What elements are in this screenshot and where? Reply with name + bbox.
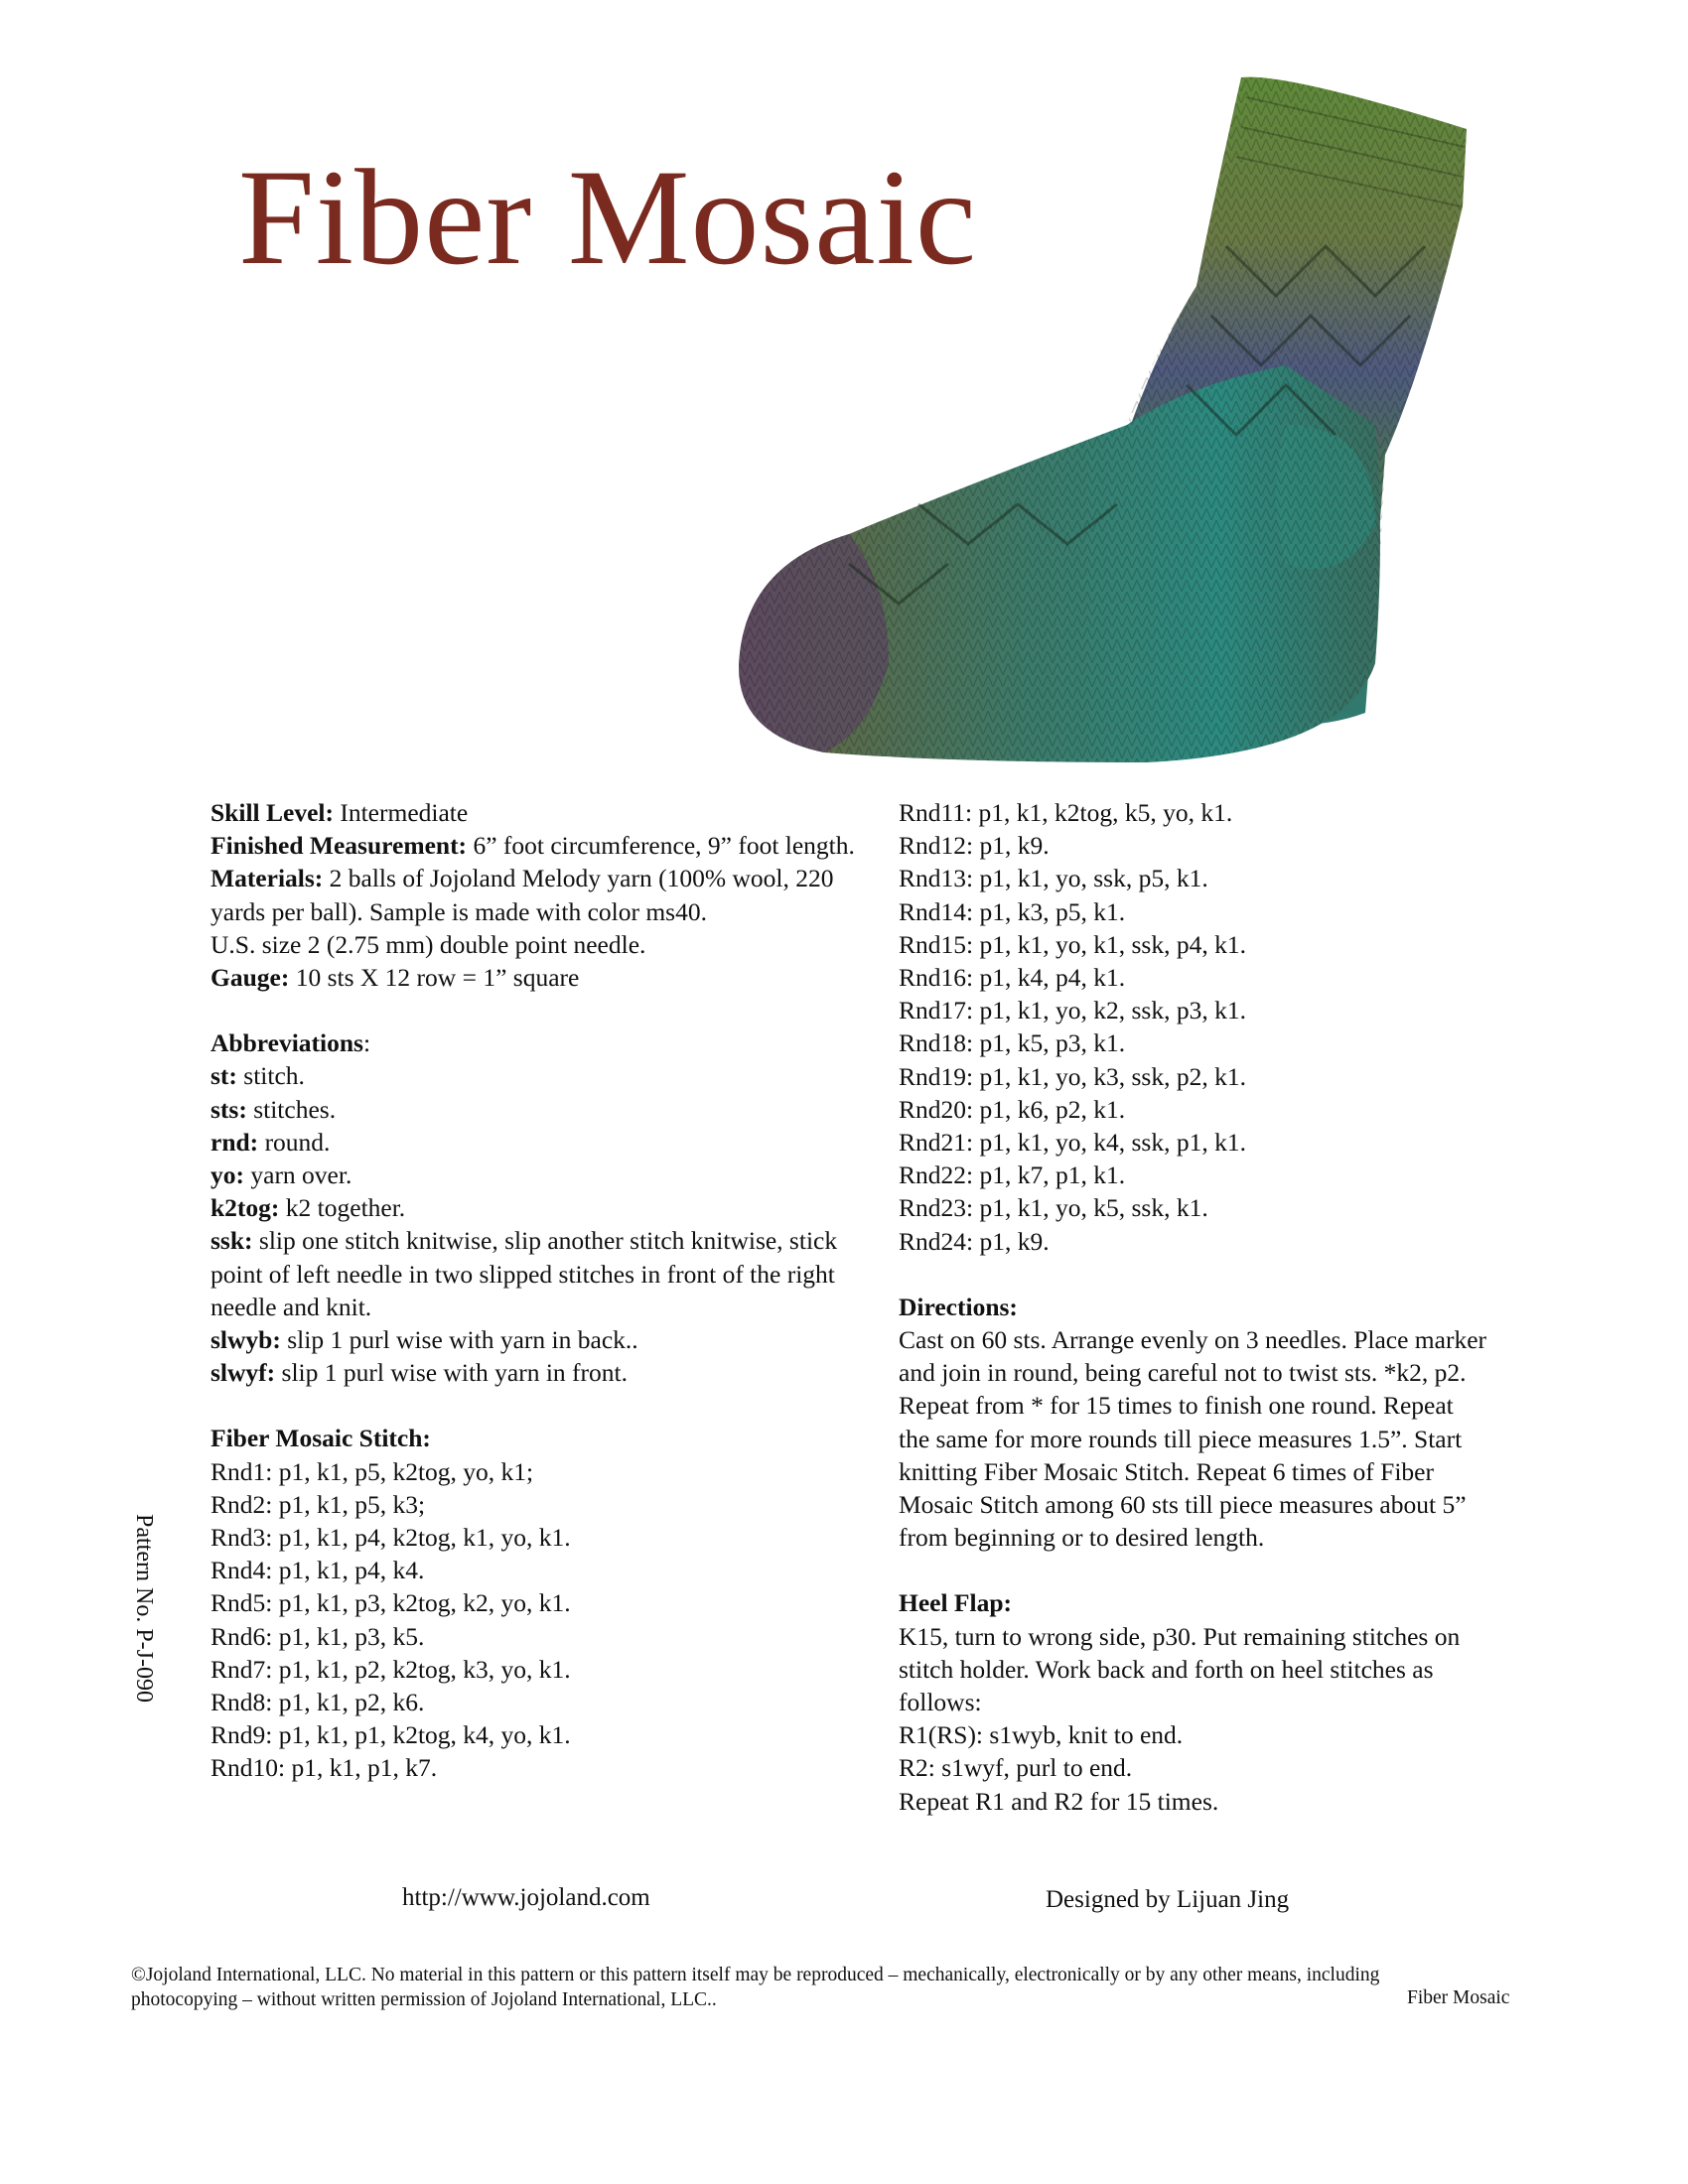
- finished-label: Finished Measurement:: [211, 831, 468, 861]
- abbreviation-item: [211, 1323, 856, 1356]
- stitch-round: Rnd24: p1, k9.: [899, 1226, 1050, 1256]
- abbreviation-definition: stitch.: [236, 1061, 305, 1091]
- stitch-round: Rnd6: p1, k1, p3, k5.: [211, 1621, 425, 1651]
- page-title: Fiber Mosaic: [238, 141, 978, 293]
- stitch-round: Rnd11: p1, k1, k2tog, k5, yo, k1.: [899, 798, 1233, 827]
- stitch-round: Rnd19: p1, k1, yo, k3, ssk, p2, k1.: [899, 1061, 1246, 1091]
- heel-line: stitch holder. Work back and forth on heel stitches as: [899, 1654, 1434, 1684]
- designer-credit: Designed by Lijuan Jing: [1046, 1886, 1290, 1913]
- abbreviation-definition: yarn over.: [244, 1160, 352, 1190]
- stitch-rounds-right: [899, 796, 1584, 1258]
- abbreviation-definition: round.: [258, 1127, 331, 1157]
- directions-line: and join in round, being careful not to twist sts. *k2, p2.: [899, 1358, 1467, 1388]
- abbreviation-term: slwyf:: [211, 1358, 276, 1388]
- abbreviation-definition: k2 together.: [279, 1193, 406, 1223]
- finished-measurement: [211, 829, 856, 862]
- copyright-line: photocopying – without written permission of Jojoland International, LLC..: [131, 1989, 717, 2010]
- stitch-round: Rnd16: p1, k4, p4, k1.: [899, 963, 1126, 993]
- heel-line: Repeat R1 and R2 for 15 times.: [899, 1786, 1219, 1816]
- copyright-notice: [131, 1963, 1571, 2012]
- stitch-rounds-left: [211, 1455, 856, 1785]
- gauge-label: Gauge:: [211, 963, 290, 993]
- abbreviation-definition: slip one stitch knitwise, slip another stitch knitwise, stick point of left needle in two slipped stitches in front of the right needle and knit.: [211, 1226, 838, 1321]
- stitch-round: Rnd8: p1, k1, p2, k6.: [211, 1688, 425, 1717]
- directions-line: knitting Fiber Mosaic Stitch. Repeat 6 times of Fiber: [899, 1456, 1434, 1486]
- left-column: [211, 796, 856, 1785]
- skill-level: [211, 796, 856, 829]
- directions-text: [899, 1323, 1584, 1554]
- heel-heading-text: Heel Flap:: [899, 1588, 1013, 1618]
- right-column: [899, 796, 1584, 1818]
- materials-value: 2 balls of Jojoland Melody yarn (100% wool, 220 yards per ball). Sample is made with color ms40.: [211, 864, 834, 926]
- stitch-round: Rnd2: p1, k1, p5, k3;: [211, 1489, 426, 1519]
- gauge-value: 10 sts X 12 row = 1” square: [289, 963, 580, 993]
- directions-line: Cast on 60 sts. Arrange evenly on 3 needles. Place marker: [899, 1325, 1487, 1355]
- abbreviation-definition: slip 1 purl wise with yarn in front.: [275, 1358, 629, 1388]
- directions-heading-text: Directions:: [899, 1292, 1018, 1321]
- heel-text: [899, 1620, 1584, 1818]
- abbreviation-item: [211, 1059, 856, 1092]
- heel-line: R1(RS): s1wyb, knit to end.: [899, 1720, 1184, 1750]
- abbreviation-definition: slip 1 purl wise with yarn in back..: [280, 1325, 638, 1355]
- stitch-round: Rnd5: p1, k1, p3, k2tog, k2, yo, k1.: [211, 1588, 571, 1618]
- abbreviations-list: [211, 1059, 856, 1389]
- stitch-round: Rnd15: p1, k1, yo, k1, ssk, p4, k1.: [899, 929, 1246, 959]
- stitch-round: Rnd4: p1, k1, p4, k4.: [211, 1556, 425, 1585]
- skill-value: Intermediate: [333, 798, 469, 827]
- materials-label: Materials:: [211, 864, 324, 893]
- abbreviation-item: [211, 1126, 856, 1159]
- abbreviation-definition: stitches.: [246, 1094, 337, 1124]
- abbreviation-item: [211, 1191, 856, 1224]
- abbreviation-term: sts:: [211, 1094, 247, 1124]
- directions-heading: [899, 1291, 1584, 1323]
- footer-pattern-name: Fiber Mosaic: [1407, 1987, 1510, 2008]
- directions-line: Repeat from * for 15 times to finish one round. Repeat: [899, 1391, 1454, 1421]
- abbreviation-term: rnd:: [211, 1127, 259, 1157]
- abbreviation-item: [211, 1093, 856, 1126]
- stitch-round: Rnd9: p1, k1, p1, k2tog, k4, yo, k1.: [211, 1720, 571, 1750]
- stitch-round: Rnd3: p1, k1, p4, k2tog, k1, yo, k1.: [211, 1523, 571, 1553]
- abbreviation-term: yo:: [211, 1160, 244, 1190]
- stitch-round: Rnd21: p1, k1, yo, k4, ssk, p1, k1.: [899, 1128, 1246, 1158]
- knitted-sock-photo: [591, 68, 1484, 762]
- pattern-number: Pattern No. P-J-090: [131, 1514, 157, 1703]
- heel-line: R2: s1wyf, purl to end.: [899, 1753, 1133, 1783]
- website-link[interactable]: http://www.jojoland.com: [402, 1884, 650, 1911]
- heel-heading: [899, 1586, 1584, 1619]
- stitch-round: Rnd23: p1, k1, yo, k5, ssk, k1.: [899, 1193, 1208, 1223]
- abbreviation-term: ssk:: [211, 1226, 253, 1256]
- stitch-round: Rnd10: p1, k1, p1, k7.: [211, 1753, 438, 1783]
- abbreviation-term: k2tog:: [211, 1193, 280, 1223]
- abbreviations-colon: :: [362, 1028, 371, 1058]
- stitch-round: Rnd7: p1, k1, p2, k2tog, k3, yo, k1.: [211, 1654, 571, 1684]
- stitch-round: Rnd13: p1, k1, yo, ssk, p5, k1.: [899, 864, 1208, 893]
- stitch-round: Rnd17: p1, k1, yo, k2, ssk, p3, k1.: [899, 996, 1246, 1025]
- stitch-round: Rnd14: p1, k3, p5, k1.: [899, 896, 1126, 926]
- heel-line: follows:: [899, 1688, 982, 1717]
- abbreviations-heading: [211, 1026, 856, 1059]
- abbreviation-item: [211, 1356, 856, 1389]
- abbreviations-heading-text: Abbreviations: [211, 1028, 363, 1058]
- copyright-line: ©Jojoland International, LLC. No material in this pattern or this pattern itself may be reproduced – mechanically, electronically or by any other means, including: [131, 1965, 1380, 1985]
- stitch-heading: [211, 1422, 856, 1454]
- heel-line: K15, turn to wrong side, p30. Put remaining stitches on: [899, 1621, 1461, 1651]
- stitch-round: Rnd12: p1, k9.: [899, 831, 1050, 861]
- abbreviation-term: st:: [211, 1061, 237, 1091]
- skill-label: Skill Level:: [211, 798, 334, 827]
- needle-size: U.S. size 2 (2.75 mm) double point needle.: [211, 929, 646, 959]
- stitch-heading-text: Fiber Mosaic Stitch:: [211, 1424, 431, 1453]
- stitch-round: Rnd22: p1, k7, p1, k1.: [899, 1160, 1126, 1190]
- stitch-round: Rnd1: p1, k1, p5, k2tog, yo, k1;: [211, 1456, 534, 1486]
- materials: [211, 862, 856, 927]
- abbreviation-item: [211, 1224, 856, 1323]
- abbreviation-term: slwyb:: [211, 1325, 281, 1355]
- gauge: [211, 961, 856, 994]
- abbreviation-item: [211, 1159, 856, 1191]
- sock-photo: [591, 68, 1484, 762]
- directions-line: the same for more rounds till piece measures 1.5”. Start: [899, 1424, 1463, 1453]
- stitch-round: Rnd18: p1, k5, p3, k1.: [899, 1028, 1126, 1058]
- finished-value: 6” foot circumference, 9” foot length.: [467, 831, 855, 861]
- directions-line: Mosaic Stitch among 60 sts till piece measures about 5”: [899, 1490, 1467, 1520]
- stitch-round: Rnd20: p1, k6, p2, k1.: [899, 1094, 1126, 1124]
- directions-line: from beginning or to desired length.: [899, 1523, 1265, 1553]
